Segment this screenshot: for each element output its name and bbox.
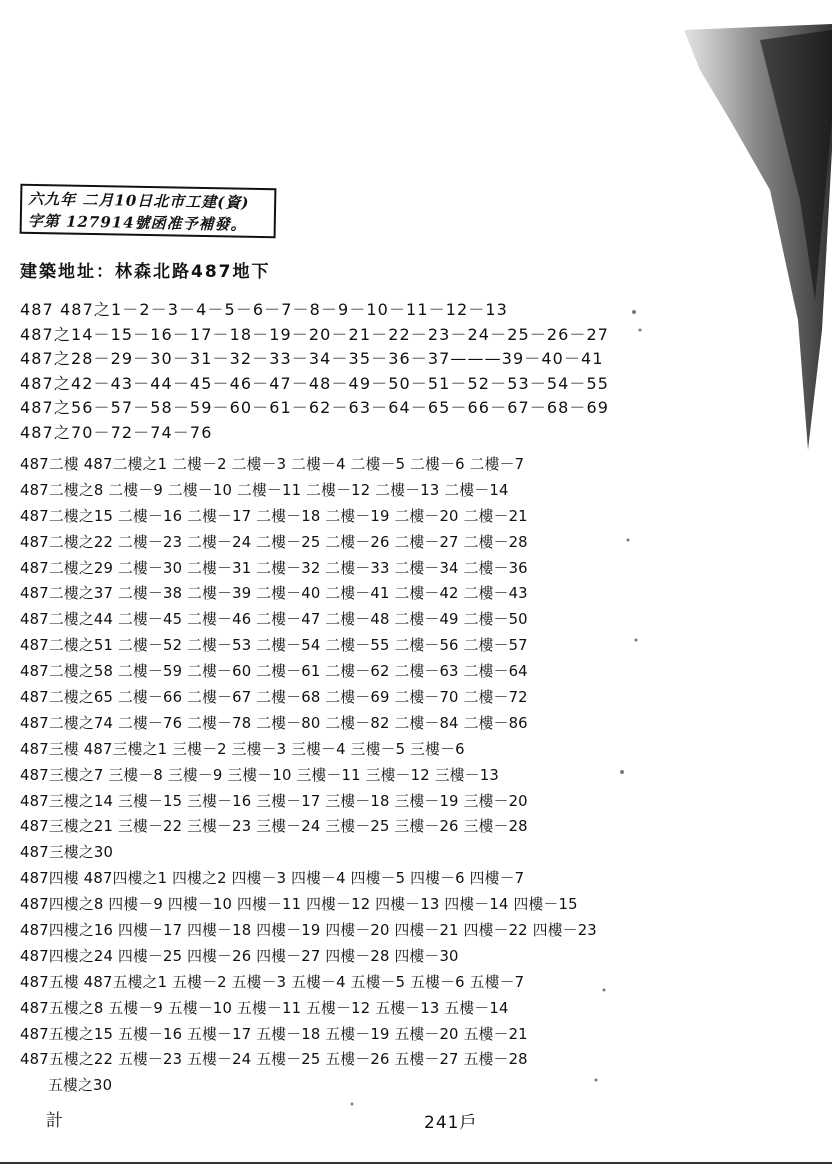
unit-line: 487三樓之30 xyxy=(20,844,114,862)
building-address-heading: 建築地址：林森北路487地下 xyxy=(20,262,271,282)
unit-line: 487二樓之29 二樓－30 二樓－31 二樓－32 二樓－33 二樓－34 二樓－36 xyxy=(20,559,528,577)
page-bottom-edge xyxy=(0,1162,832,1164)
upper-floor-unit-list xyxy=(20,452,597,1099)
unit-line: 487二樓之22 二樓－23 二樓－24 二樓－25 二樓－26 二樓－27 二樓－28 xyxy=(20,533,528,551)
unit-line: 487三樓之21 三樓－22 三樓－23 三樓－24 三樓－25 三樓－26 三樓－28 xyxy=(20,818,528,836)
ground-level-unit-list xyxy=(20,298,609,446)
unit-line: 487二樓之37 二樓－38 二樓－39 二樓－40 二樓－41 二樓－42 二樓－43 xyxy=(20,585,528,603)
unit-line: 487三樓之7 三樓－8 三樓－9 三樓－10 三樓－11 三樓－12 三樓－13 xyxy=(20,766,499,784)
stamp-line-1: 六九年 二月10日北市工建(資) xyxy=(28,189,250,212)
unit-line: 487二樓之51 二樓－52 二樓－53 二樓－54 二樓－55 二樓－56 二樓－57 xyxy=(20,637,528,655)
unit-line: 487之42－43－44－45－46－47－48－49－50－51－52－53－54－55 xyxy=(20,373,610,393)
unit-line: 487二樓之65 二樓－66 二樓－67 二樓－68 二樓－69 二樓－70 二樓－72 xyxy=(20,689,528,707)
stamp-line-2: 字第 127914號函准予補發。 xyxy=(27,211,247,234)
unit-line: 487五樓之8 五樓－9 五樓－10 五樓－11 五樓－12 五樓－13 五樓－14 xyxy=(20,999,509,1017)
unit-line: 487五樓之22 五樓－23 五樓－24 五樓－25 五樓－26 五樓－27 五樓－28 xyxy=(20,1051,528,1069)
unit-line: 487四樓之24 四樓－25 四樓－26 四樓－27 四樓－28 四樓－30 xyxy=(20,947,459,965)
total-units-count: 241戶 xyxy=(424,1113,478,1133)
unit-line: 487四樓之8 四樓－9 四樓－10 四樓－11 四樓－12 四樓－13 四樓－14 四樓－15 xyxy=(20,896,578,914)
unit-line: 487之70－72－74－76 xyxy=(20,422,213,442)
unit-line: 487二樓之15 二樓－16 二樓－17 二樓－18 二樓－19 二樓－20 二樓－21 xyxy=(20,507,528,525)
approval-stamp xyxy=(20,184,277,238)
unit-line: 487 487之1－2－3－4－5－6－7－8－9－10－11－12－13 xyxy=(20,300,508,319)
unit-line: 487五樓之15 五樓－16 五樓－17 五樓－18 五樓－19 五樓－20 五樓－21 xyxy=(20,1025,528,1043)
unit-line: 487之28－29－30－31－32－33－34－35－36－37———39－40－41 xyxy=(20,349,604,369)
unit-line: 487三樓 487三樓之1 三樓－2 三樓－3 三樓－4 三樓－5 三樓－6 xyxy=(20,740,465,758)
unit-line: 487二樓 487二樓之1 二樓－2 二樓－3 二樓－4 二樓－5 二樓－6 二樓－7 xyxy=(20,456,525,473)
unit-line: 487四樓 487四樓之1 四樓之2 四樓－3 四樓－4 四樓－5 四樓－6 四樓－7 xyxy=(20,870,525,888)
unit-line: 五樓之30 xyxy=(48,1077,113,1095)
unit-line: 487三樓之14 三樓－15 三樓－16 三樓－17 三樓－18 三樓－19 三樓－20 xyxy=(20,792,528,810)
unit-line: 487二樓之44 二樓－45 二樓－46 二樓－47 二樓－48 二樓－49 二樓－50 xyxy=(20,611,528,629)
unit-line: 487之56－57－58－59－60－61－62－63－64－65－66－67－68－69 xyxy=(20,398,610,418)
unit-line: 487之14－15－16－17－18－19－20－21－22－23－24－25－26－27 xyxy=(20,324,610,344)
unit-line: 487二樓之74 二樓－76 二樓－78 二樓－80 二樓－82 二樓－84 二樓－86 xyxy=(20,714,528,732)
total-label: 計 xyxy=(46,1111,63,1131)
unit-line: 487五樓 487五樓之1 五樓－2 五樓－3 五樓－4 五樓－5 五樓－6 五樓－7 xyxy=(20,973,525,991)
unit-line: 487二樓之8 二樓－9 二樓－10 二樓－11 二樓－12 二樓－13 二樓－14 xyxy=(20,481,509,499)
unit-line: 487二樓之58 二樓－59 二樓－60 二樓－61 二樓－62 二樓－63 二樓－64 xyxy=(20,663,528,681)
unit-line: 487四樓之16 四樓－17 四樓－18 四樓－19 四樓－20 四樓－21 四樓－22 四樓－23 xyxy=(20,922,597,940)
